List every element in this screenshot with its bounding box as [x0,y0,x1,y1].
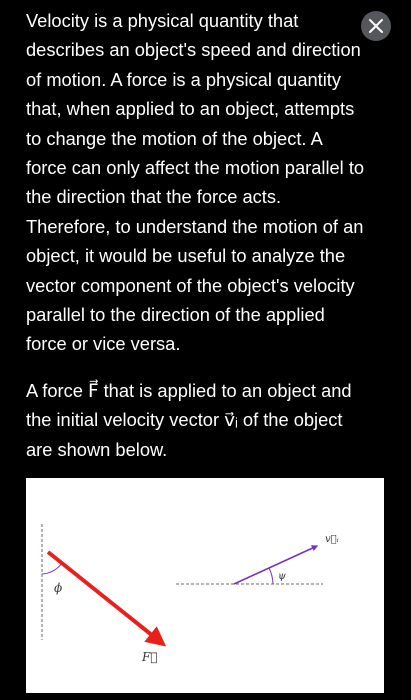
force-label: F⃗ [142,650,158,664]
text-line: vector component of the object's velocity [26,274,355,296]
text-line: A force F⃗ that is applied to an object and [26,380,352,401]
intro-paragraph [26,6,392,359]
text-line: parallel to the direction of the applied [26,304,325,326]
text-line: force or vice versa. [26,333,181,355]
velocity-label: v⃗ᵢ [325,534,339,545]
force-vector [48,552,163,644]
force-angle-arc [42,563,62,574]
text-line: the direction that the force acts. [26,186,282,208]
velocity-vector [234,546,317,584]
text-line: Velocity is a physical quantity that [26,10,299,31]
text-line: describes an object's speed and direction [26,39,361,61]
text-line: are shown below. [26,438,168,460]
text-line: of motion. A force is a physical quantity [26,68,342,90]
force-angle-label: ϕ [54,581,63,595]
figure-intro-paragraph [26,376,392,464]
text-line: Therefore, to understand the motion of an [26,215,364,237]
text-line: that, when applied to an object, attempts [26,98,355,120]
velocity-angle-label: ψ [278,571,286,582]
text-line: object, it would be useful to analyze the [26,245,346,267]
vector-figure [26,478,384,693]
velocity-angle-arc [269,568,273,584]
text-line: the initial velocity vector v⃗ᵢ of the object [26,409,343,431]
text-line: to change the motion of the object. A [26,127,323,149]
text-line: force can only affect the motion parallel to [26,157,365,179]
vector-diagram [26,478,384,693]
